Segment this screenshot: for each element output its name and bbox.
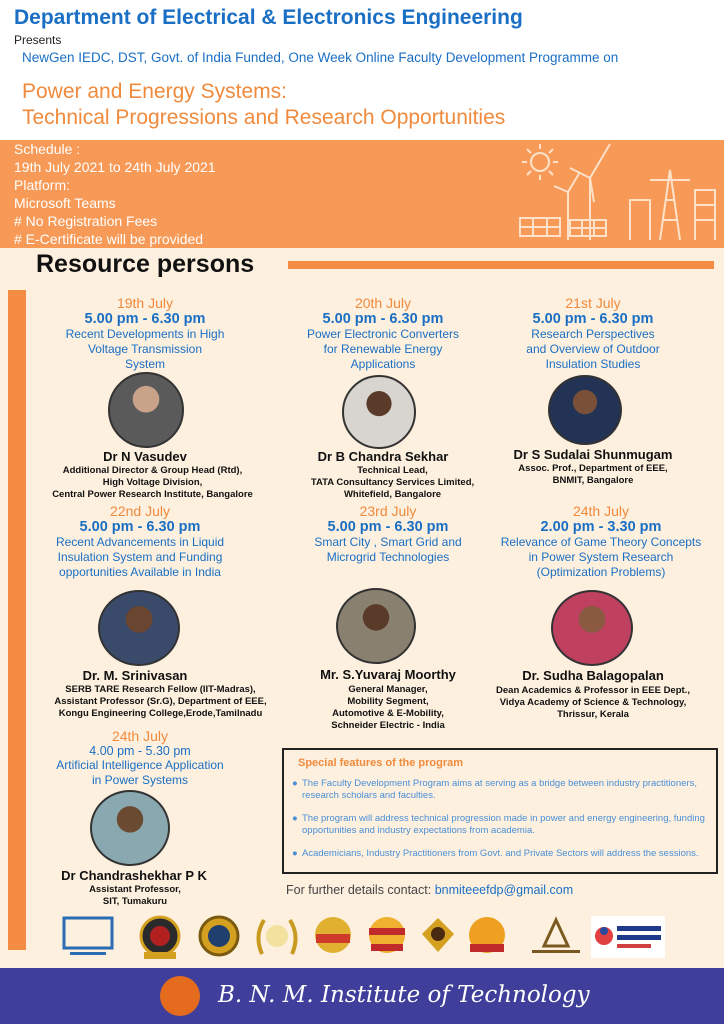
session-card bbox=[30, 503, 250, 580]
speaker-description bbox=[488, 685, 698, 721]
header bbox=[0, 0, 724, 140]
speaker-name: Dr. M. Srinivasan bbox=[82, 668, 188, 683]
session-topic-line: for Renewable Energy bbox=[323, 342, 443, 356]
laurel-rank-icon bbox=[252, 914, 302, 960]
session-time: 2.00 pm - 3.30 pm bbox=[540, 519, 662, 535]
session-card bbox=[30, 728, 250, 788]
nba-logo-icon bbox=[60, 914, 116, 958]
speaker-description-line: Schneider Electric - India bbox=[331, 720, 445, 731]
seal-badge-icon bbox=[310, 914, 356, 960]
bullet-icon: ● bbox=[292, 848, 298, 859]
presents-text: Presents bbox=[14, 33, 62, 47]
speaker-description bbox=[30, 465, 275, 501]
session-topic-line: Voltage Transmission bbox=[87, 342, 203, 356]
speaker-description-line: SIT, Tumakuru bbox=[102, 896, 168, 907]
bullet-icon: ● bbox=[292, 778, 298, 789]
resource-persons-heading: Resource persons bbox=[36, 250, 255, 278]
ariia-logo-icon bbox=[528, 914, 584, 960]
speaker-photo bbox=[336, 588, 416, 664]
department-title: Department of Electrical & Electronics Engineering bbox=[14, 6, 523, 29]
speaker-photo bbox=[551, 590, 633, 666]
speaker-photo bbox=[108, 372, 184, 448]
speaker-name: Dr B Chandra Sekhar bbox=[317, 449, 449, 464]
footer bbox=[0, 968, 724, 1024]
session-topic-line: Smart City , Smart Grid and bbox=[314, 535, 462, 549]
session-topic-line: System bbox=[124, 357, 165, 371]
heading-divider bbox=[288, 261, 714, 269]
session-date: 22nd July bbox=[110, 503, 170, 519]
speaker-photo bbox=[90, 790, 170, 866]
special-feature-text: Academicians, Industry Practitioners from Govt. and Private Sectors will address the sessions. bbox=[302, 848, 699, 859]
session-time: 5.00 pm - 6.30 pm bbox=[84, 311, 206, 327]
session-date: 21st July bbox=[565, 295, 621, 311]
session-topic-line: Research Perspectives bbox=[531, 327, 655, 341]
session-card bbox=[278, 295, 488, 372]
speaker-description-line: Kongu Engineering College,Erode,Tamilnadu bbox=[58, 708, 263, 719]
speaker-name: Dr N Vasudev bbox=[103, 449, 187, 464]
speaker-description-line: Dean Academics & Professor in EEE Dept., bbox=[496, 685, 690, 696]
certificate-note: # E-Certificate will be provided bbox=[14, 231, 204, 247]
speaker-description bbox=[280, 465, 505, 501]
speaker-description-line: Technical Lead, bbox=[357, 465, 428, 476]
renewable-energy-illustration bbox=[510, 140, 724, 248]
speaker-description-line: Thrissur, Kerala bbox=[557, 709, 629, 720]
session-date: 24th July bbox=[111, 728, 169, 744]
speaker-description-line: Additional Director & Group Head (Rtd), bbox=[62, 465, 243, 476]
speaker-description-line: Central Power Research Institute, Bangalore bbox=[52, 489, 253, 500]
session-card bbox=[40, 295, 250, 372]
speaker-description-line: BNMIT, Bangalore bbox=[552, 475, 634, 486]
session-date: 23rd July bbox=[359, 503, 417, 519]
speaker-description bbox=[283, 684, 493, 732]
session-topic-line: Recent Advancements in Liquid bbox=[55, 535, 225, 549]
special-feature-text: The program will address technical progression made in power and energy engineering, funding opportunities and industry expectations from academia. bbox=[302, 813, 705, 836]
session-date: 24th July bbox=[572, 503, 630, 519]
platform-value: Microsoft Teams bbox=[14, 195, 116, 211]
session-card bbox=[484, 503, 718, 580]
speaker-description bbox=[488, 463, 698, 487]
session-topic-line: Recent Developments in High bbox=[65, 327, 225, 341]
session-topic-line: Power Electronic Converters bbox=[306, 327, 460, 341]
speaker-name: Dr. Sudha Balagopalan bbox=[522, 668, 664, 683]
program-title-line1: Power and Energy Systems: bbox=[22, 80, 287, 103]
contact-label: For further details contact: bbox=[286, 883, 435, 897]
speaker-name: Dr Chandrashekhar P K bbox=[61, 868, 207, 883]
platform-label: Platform: bbox=[14, 177, 71, 193]
session-date: 20th July bbox=[354, 295, 412, 311]
special-feature-item bbox=[292, 848, 712, 860]
naac-grade-icon bbox=[136, 914, 184, 962]
speaker-description-line: High Voltage Division, bbox=[102, 477, 203, 488]
rank-medal-icon bbox=[464, 914, 510, 960]
special-features-box bbox=[282, 748, 718, 874]
speaker-description-line: SERB TARE Research Fellow (IIT-Madras), bbox=[65, 684, 256, 695]
speaker-photo bbox=[548, 375, 622, 445]
session-topic-line: and Overview of Outdoor bbox=[526, 342, 660, 356]
session-topic-line: Microgrid Technologies bbox=[326, 550, 450, 564]
session-topic-line: Insulation Studies bbox=[545, 357, 641, 371]
session-card bbox=[283, 503, 493, 565]
session-time: 5.00 pm - 6.30 pm bbox=[532, 311, 654, 327]
session-topic-line: Relevance of Game Theory Concepts bbox=[500, 535, 702, 549]
schedule-label: Schedule : bbox=[14, 141, 81, 157]
session-topic-line: Insulation System and Funding bbox=[57, 550, 223, 564]
left-accent-bar bbox=[8, 290, 26, 950]
accreditation-logos bbox=[60, 914, 670, 962]
session-topic-line: opportunities Available in India bbox=[59, 565, 221, 579]
speaker-photo bbox=[98, 590, 180, 666]
session-topic-line: in Power System Research bbox=[528, 550, 674, 564]
special-feature-text: The Faculty Development Program aims at serving as a bridge between industry practitioners, research scholars and faculties. bbox=[302, 778, 697, 801]
institute-emblem-icon bbox=[160, 976, 200, 1016]
special-feature-item bbox=[292, 813, 712, 837]
impact-ranking-icon bbox=[364, 914, 410, 960]
diamond-award-icon bbox=[418, 914, 458, 960]
session-topic-line: in Power Systems bbox=[91, 773, 189, 787]
speaker-description-line: Automotive & E-Mobility, bbox=[332, 708, 444, 719]
speaker-description-line: TATA Consultancy Services Limited, bbox=[310, 477, 475, 488]
session-topic-line: Applications bbox=[350, 357, 416, 371]
schedule-band bbox=[0, 140, 724, 248]
speaker-name: Mr. S.Yuvaraj Moorthy bbox=[320, 667, 456, 682]
speaker-description-line: Whitefield, Bangalore bbox=[343, 489, 442, 500]
speaker-description bbox=[30, 884, 240, 908]
iic-logo-icon bbox=[590, 914, 666, 960]
speaker-photo bbox=[342, 375, 416, 449]
session-time: 5.00 pm - 6.30 pm bbox=[327, 519, 449, 535]
contact-line bbox=[286, 883, 573, 897]
special-features-title: Special features of the program bbox=[298, 757, 464, 769]
institute-name: B. N. M. Institute of Technology bbox=[218, 982, 590, 1008]
session-time: 5.00 pm - 6.30 pm bbox=[322, 311, 444, 327]
session-topic-line: (Optimization Problems) bbox=[536, 565, 666, 579]
program-title-line2: Technical Progressions and Research Opportunities bbox=[22, 106, 506, 129]
speaker-description-line: Assistant Professor (Sr.G), Department of EEE, bbox=[54, 696, 267, 707]
session-card bbox=[488, 295, 698, 372]
speaker-description bbox=[28, 684, 293, 720]
speaker-description-line: General Manager, bbox=[348, 684, 428, 695]
session-time: 4.00 pm - 5.30 pm bbox=[89, 744, 191, 758]
bullet-icon: ● bbox=[292, 813, 298, 824]
ranking-badge-icon bbox=[196, 914, 242, 960]
contact-email[interactable]: bnmiteeefdp@gmail.com bbox=[434, 883, 574, 897]
speaker-description-line: Mobility Segment, bbox=[347, 696, 429, 707]
speaker-name: Dr S Sudalai Shunmugam bbox=[513, 447, 673, 462]
special-feature-item bbox=[292, 778, 712, 802]
speaker-description-line: Vidya Academy of Science & Technology, bbox=[499, 697, 687, 708]
speaker-description-line: Assoc. Prof., Department of EEE, bbox=[518, 463, 668, 474]
schedule-dates: 19th July 2021 to 24th July 2021 bbox=[14, 159, 216, 175]
session-topic-line: Artificial Intelligence Application bbox=[56, 758, 224, 772]
session-date: 19th July bbox=[116, 295, 174, 311]
session-time: 5.00 pm - 6.30 pm bbox=[79, 519, 201, 535]
speaker-description-line: Assistant Professor, bbox=[89, 884, 181, 895]
fees-note: # No Registration Fees bbox=[14, 213, 158, 229]
program-description: NewGen IEDC, DST, Govt. of India Funded, One Week Online Faculty Development Programme on bbox=[22, 50, 619, 65]
